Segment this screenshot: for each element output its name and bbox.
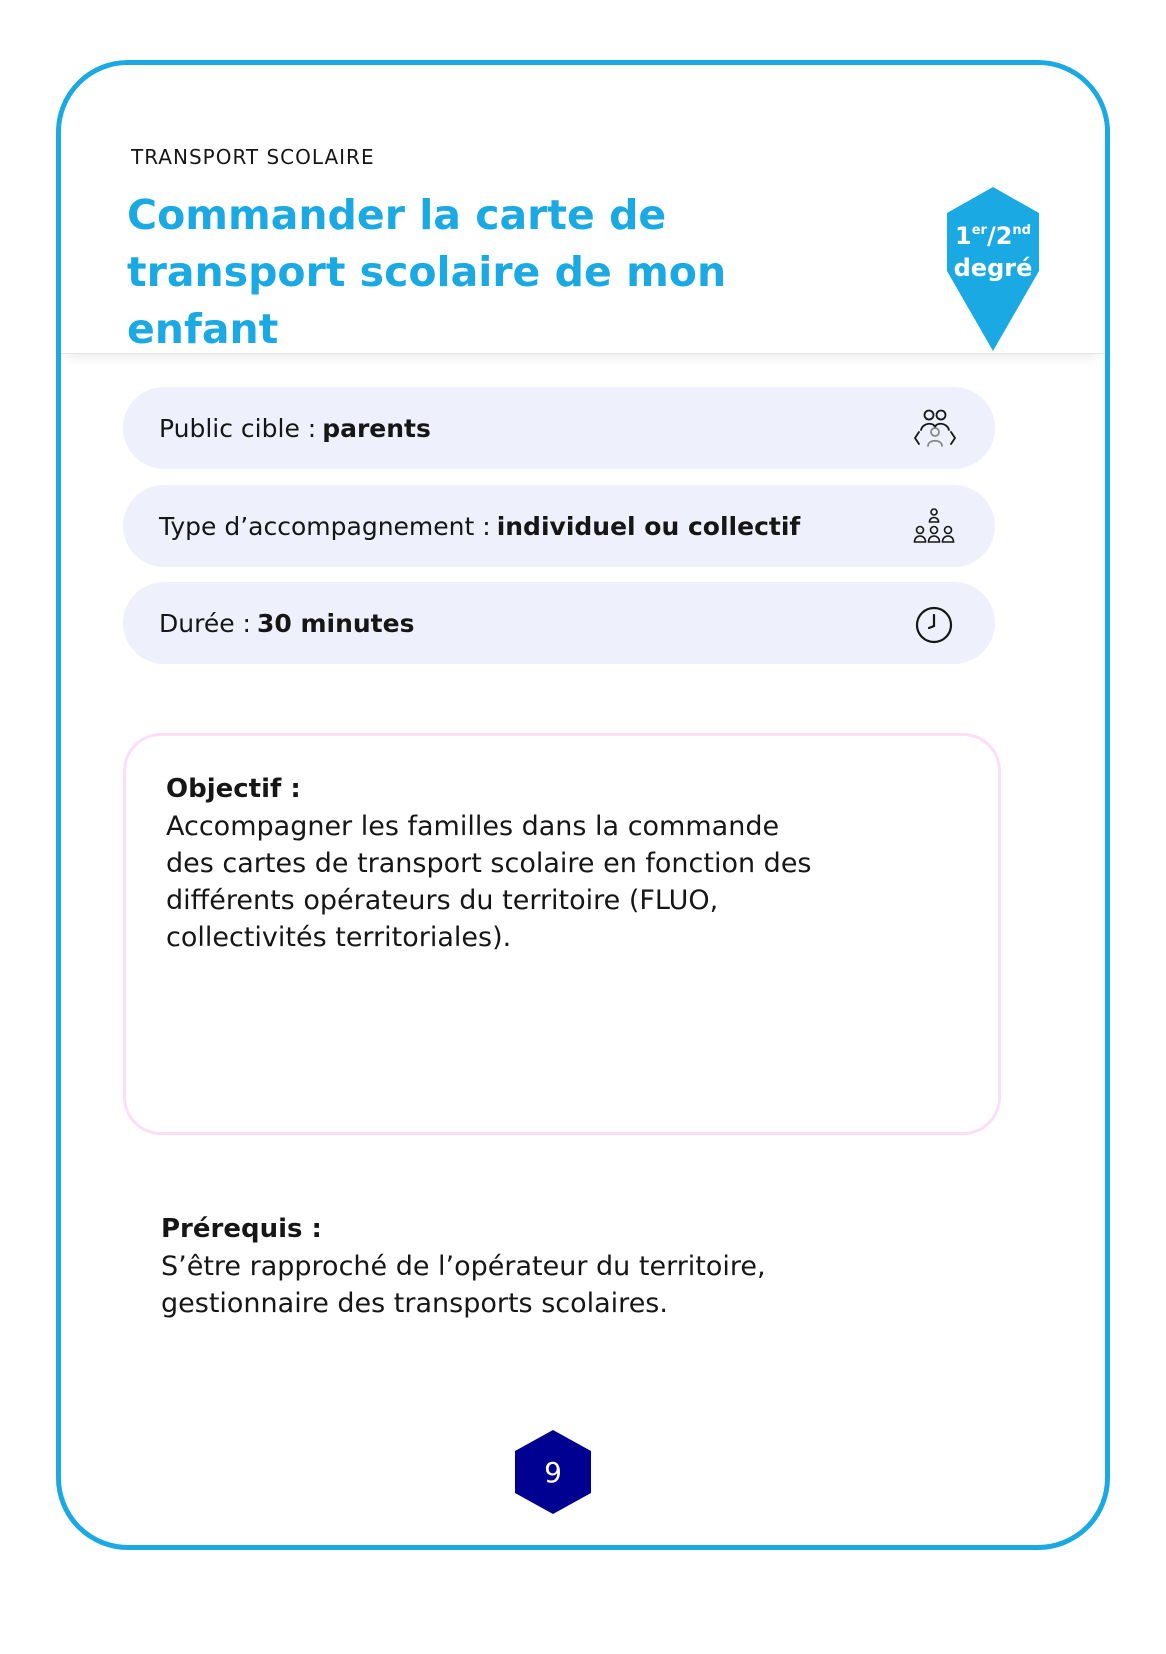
badge-sep: / [986,222,996,250]
prereq-text: S’être rapproché de l’opérateur du territoire, gestionnaire des transports scolaires. [161,1251,766,1319]
prereq-title: Prérequis : [161,1214,322,1244]
prerequisites [161,1211,821,1322]
badge-line-1 [943,215,1043,252]
objective-content [166,771,826,956]
badge-first: 1 [955,222,972,250]
family-icon [911,406,957,452]
page-number-badge [513,1428,593,1516]
page-title: Commander la carte de transport scolaire de mon enfant [127,191,727,353]
objective-box [123,733,1001,1135]
badge-line-2: degré [953,254,1033,282]
group-icon [911,504,957,550]
clock-icon [911,601,957,647]
info-row-type [123,485,995,567]
objective-text: Accompagner les familles dans la commande des cartes de transport scolaire en fonction des différents opérateurs du territoire (FLUO, collectivités territoriales). [166,811,812,953]
degree-badge [943,185,1053,365]
badge-second: 2 [995,222,1013,250]
info-label: Durée : [159,608,251,638]
info-value: parents [322,413,431,443]
badge-first-sup: er [971,223,987,238]
activity-card [56,60,1110,1550]
objective-title: Objectif : [166,774,301,804]
info-row-duration [123,582,995,664]
info-row-public [123,387,995,469]
info-label: Type d’accompagnement : [159,511,491,541]
page-number: 9 [544,1455,562,1489]
category-label: TRANSPORT SCOLAIRE [131,145,375,169]
info-value: individuel ou collectif [496,511,801,541]
badge-text [943,215,1043,284]
info-label: Public cible : [159,413,317,443]
info-value: 30 minutes [256,608,415,638]
badge-second-sup: nd [1012,223,1031,238]
